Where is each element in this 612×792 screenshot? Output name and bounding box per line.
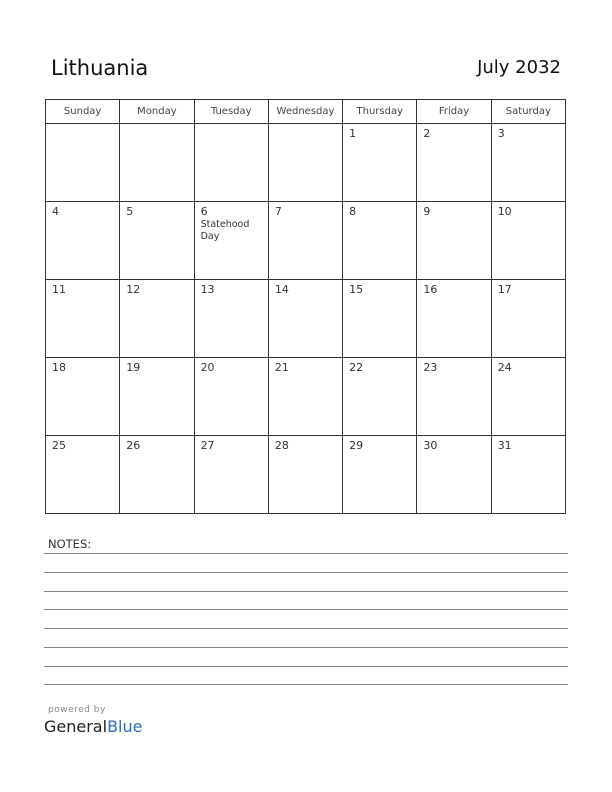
day-number: 31 <box>497 439 512 452</box>
calendar-day-cell <box>343 436 417 514</box>
weekday-thursday: Thursday <box>343 100 417 124</box>
calendar-week-row <box>46 124 566 202</box>
day-number: 12 <box>126 283 141 296</box>
calendar-day-cell <box>120 280 194 358</box>
calendar-day-cell <box>46 202 120 280</box>
calendar-day-cell <box>417 202 491 280</box>
day-number: 6 <box>200 205 208 218</box>
logo-general: General <box>44 717 108 736</box>
day-number: 29 <box>349 439 364 452</box>
calendar-week-row <box>46 358 566 436</box>
day-number: 30 <box>423 439 438 452</box>
note-line <box>44 647 568 648</box>
day-number: 27 <box>200 439 215 452</box>
weekday-friday: Friday <box>417 100 491 124</box>
calendar-day-cell <box>417 124 491 202</box>
day-number: 23 <box>423 361 438 374</box>
day-number: 1 <box>349 127 357 140</box>
note-line <box>44 591 568 592</box>
note-line <box>44 572 568 573</box>
day-number: 19 <box>126 361 141 374</box>
day-number: 24 <box>497 361 512 374</box>
weekday-saturday: Saturday <box>491 100 565 124</box>
calendar-day-cell <box>343 202 417 280</box>
calendar-day-cell <box>343 358 417 436</box>
holiday-label: Statehood Day <box>200 219 250 242</box>
day-number: 11 <box>52 283 66 296</box>
calendar-day-cell <box>120 436 194 514</box>
generalblue-logo <box>44 717 142 736</box>
calendar-day-cell <box>268 358 342 436</box>
calendar-week-row <box>46 202 566 280</box>
calendar-month-title: July 2032 <box>477 57 561 78</box>
logo-blue: Blue <box>107 717 143 736</box>
day-number: 13 <box>200 283 215 296</box>
calendar-day-cell <box>343 280 417 358</box>
calendar-day-cell <box>268 280 342 358</box>
day-number: 18 <box>52 361 66 374</box>
calendar-week-row <box>46 280 566 358</box>
day-number: 14 <box>274 283 289 296</box>
day-number: 20 <box>200 361 215 374</box>
day-number: 25 <box>52 439 66 452</box>
calendar-empty-cell <box>194 124 268 202</box>
calendar-day-cell <box>194 358 268 436</box>
day-number: 9 <box>423 205 431 218</box>
calendar-day-cell <box>491 358 565 436</box>
day-number: 22 <box>349 361 364 374</box>
calendar-day-cell <box>417 436 491 514</box>
calendar-day-cell <box>343 124 417 202</box>
calendar-day-cell <box>268 202 342 280</box>
calendar-day-cell <box>120 358 194 436</box>
day-number: 17 <box>497 283 512 296</box>
day-number: 16 <box>423 283 438 296</box>
day-number: 26 <box>126 439 141 452</box>
day-number: 28 <box>274 439 289 452</box>
note-line <box>44 553 568 554</box>
day-number: 10 <box>497 205 512 218</box>
calendar-day-cell <box>46 280 120 358</box>
calendar-day-cell <box>120 202 194 280</box>
calendar-grid <box>45 99 566 514</box>
calendar-day-cell <box>194 202 268 280</box>
day-number: 8 <box>349 205 357 218</box>
day-number: 15 <box>349 283 364 296</box>
calendar-day-cell <box>417 358 491 436</box>
calendar-country-title: Lithuania <box>51 56 149 80</box>
calendar-empty-cell <box>120 124 194 202</box>
calendar-day-cell <box>491 124 565 202</box>
calendar-day-cell <box>491 436 565 514</box>
note-line <box>44 628 568 629</box>
note-line <box>44 666 568 667</box>
calendar-empty-cell <box>268 124 342 202</box>
weekday-sunday: Sunday <box>46 100 120 124</box>
note-line <box>44 684 568 685</box>
calendar-day-cell <box>194 436 268 514</box>
calendar-day-cell <box>268 436 342 514</box>
weekday-tuesday: Tuesday <box>194 100 268 124</box>
calendar-empty-cell <box>46 124 120 202</box>
powered-by-text: powered by <box>48 705 106 715</box>
calendar-day-cell <box>194 280 268 358</box>
notes-label: NOTES: <box>48 537 92 551</box>
day-number: 21 <box>274 361 289 374</box>
calendar-day-cell <box>46 436 120 514</box>
weekday-wednesday: Wednesday <box>268 100 342 124</box>
weekday-header-row <box>46 100 566 124</box>
calendar-week-row <box>46 436 566 514</box>
day-number: 7 <box>274 205 282 218</box>
calendar-day-cell <box>491 202 565 280</box>
day-number: 4 <box>52 205 59 218</box>
calendar-day-cell <box>491 280 565 358</box>
calendar-day-cell <box>417 280 491 358</box>
day-number: 5 <box>126 205 134 218</box>
weekday-monday: Monday <box>120 100 194 124</box>
day-number: 2 <box>423 127 431 140</box>
day-number: 3 <box>497 127 505 140</box>
note-line <box>44 609 568 610</box>
calendar-day-cell <box>46 358 120 436</box>
